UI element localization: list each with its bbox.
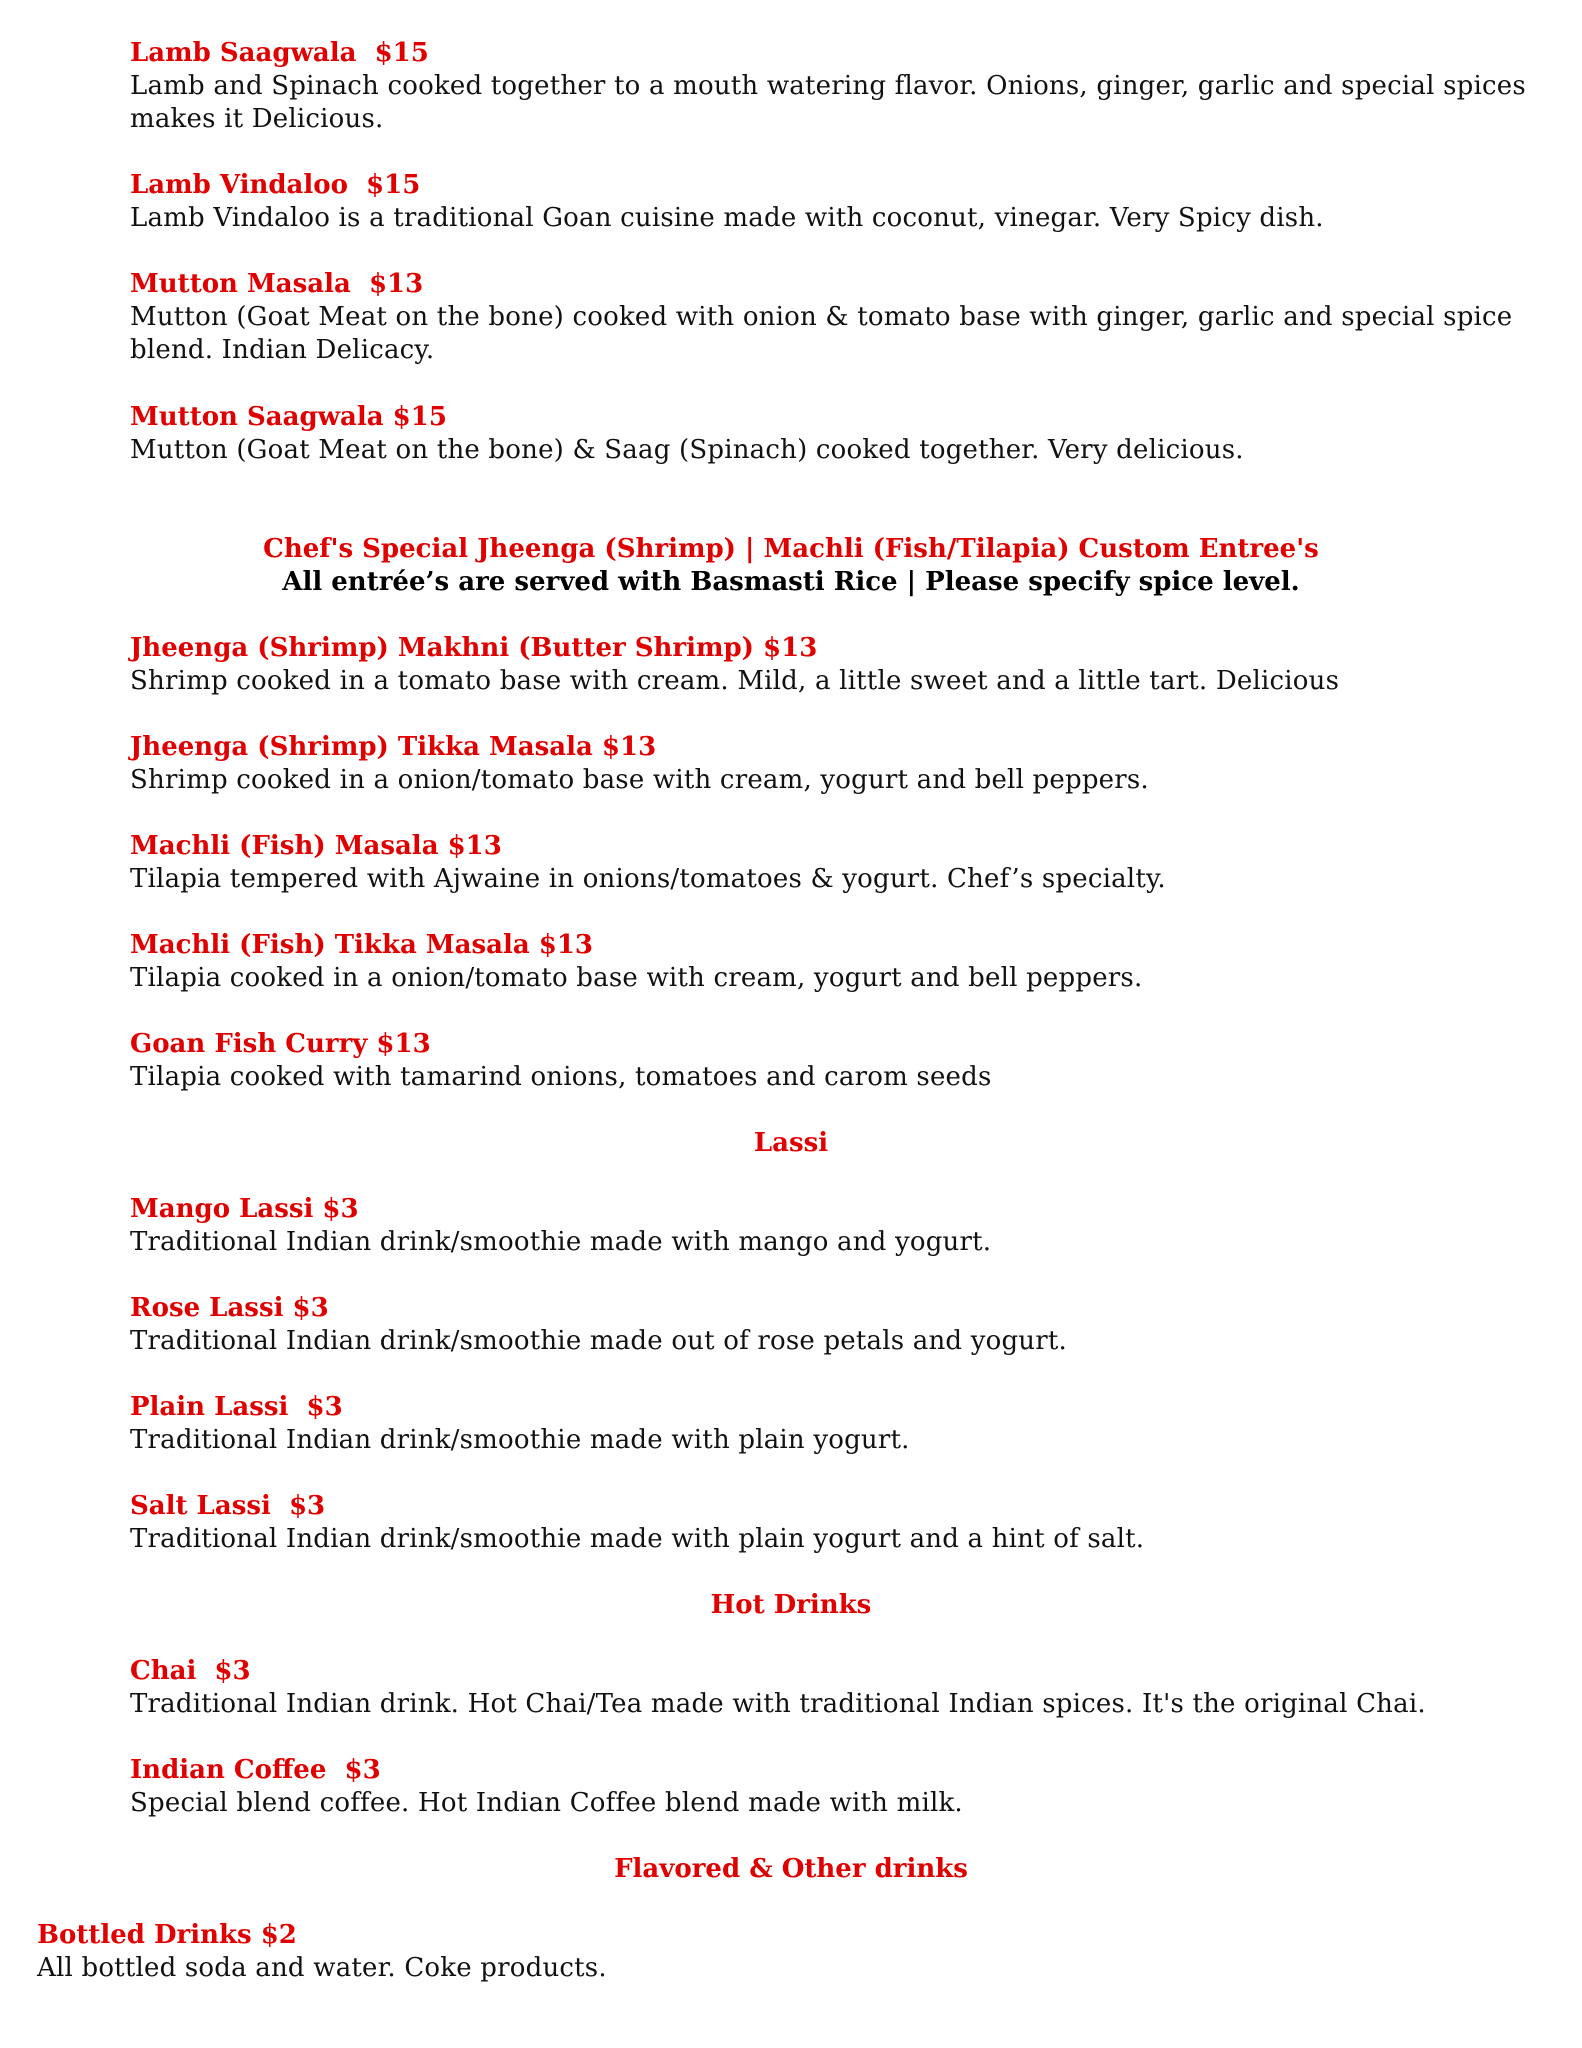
menu-item-mango-lassi — [130, 1193, 1530, 1259]
section-heading-lassi: Lassi — [753, 1128, 829, 1158]
item-name: Goan Fish Curry $13 — [130, 1029, 431, 1059]
item-name: Salt Lassi $3 — [130, 1491, 326, 1521]
menu-item-rose-lassi — [130, 1292, 1530, 1358]
item-description: Shrimp cooked in a tomato base with cream. Mild, a little sweet and a little tart. Delicious — [130, 666, 1340, 696]
menu-item-mutton-saagwala — [130, 401, 1530, 467]
menu-item-fish-masala — [130, 830, 1530, 896]
item-name: Jheenga (Shrimp) Tikka Masala $13 — [130, 732, 657, 762]
menu-item-indian-coffee — [130, 1754, 1530, 1820]
item-description: Traditional Indian drink/smoothie made with plain yogurt and a hint of salt. — [130, 1524, 1145, 1554]
menu-item-lamb-vindaloo — [130, 169, 1530, 235]
item-name: Lamb Saagwala $15 — [130, 38, 429, 68]
menu-item-fish-tikka-masala — [130, 929, 1530, 995]
section-subheading-seafood: All entrée’s are served with Basmasti Rice | Please specify spice level. — [282, 567, 1300, 597]
menu-item-mutton-masala — [130, 268, 1530, 367]
item-description: Mutton (Goat Meat on the bone) & Saag (Spinach) cooked together. Very delicious. — [130, 435, 1244, 465]
item-description: Traditional Indian drink/smoothie made with plain yogurt. — [130, 1425, 910, 1455]
item-description: Shrimp cooked in a onion/tomato base with cream, yogurt and bell peppers. — [130, 765, 1149, 795]
section-heading-seafood: Chef's Special Jheenga (Shrimp) | Machli (Fish/Tilapia) Custom Entree's — [263, 534, 1319, 564]
item-name: Plain Lassi $3 — [130, 1392, 343, 1422]
item-name: Indian Coffee $3 — [130, 1755, 381, 1785]
item-name: Mutton Saagwala $15 — [130, 402, 447, 432]
item-name: Lamb Vindaloo $15 — [130, 170, 421, 200]
item-description: Traditional Indian drink. Hot Chai/Tea made with traditional Indian spices. It's the original Chai. — [130, 1689, 1426, 1719]
menu-item-lamb-saagwala — [130, 37, 1530, 136]
section-heading-hot-drinks: Hot Drinks — [710, 1590, 872, 1620]
menu-item-bottled-drinks — [37, 1919, 1437, 1985]
item-name: Mutton Masala $13 — [130, 269, 424, 299]
item-name: Jheenga (Shrimp) Makhni (Butter Shrimp) $13 — [130, 633, 818, 663]
item-name: Mango Lassi $3 — [130, 1194, 359, 1224]
item-description: Tilapia cooked in a onion/tomato base with cream, yogurt and bell peppers. — [130, 963, 1143, 993]
item-description: Special blend coffee. Hot Indian Coffee blend made with milk. — [130, 1788, 963, 1818]
item-description: All bottled soda and water. Coke products. — [37, 1953, 607, 1983]
item-name: Rose Lassi $3 — [130, 1293, 329, 1323]
menu-item-goan-fish-curry — [130, 1028, 1530, 1094]
item-name: Chai $3 — [130, 1656, 251, 1686]
section-heading-other-drinks: Flavored & Other drinks — [614, 1854, 968, 1884]
menu-item-butter-shrimp — [130, 632, 1530, 698]
item-description: Traditional Indian drink/smoothie made with mango and yogurt. — [130, 1227, 992, 1257]
menu-item-salt-lassi — [130, 1490, 1530, 1556]
menu-item-plain-lassi — [130, 1391, 1530, 1457]
item-description: Lamb Vindaloo is a traditional Goan cuisine made with coconut, vinegar. Very Spicy dish. — [130, 203, 1324, 233]
item-description: Tilapia tempered with Ajwaine in onions/tomatoes & yogurt. Chef’s specialty. — [130, 864, 1166, 894]
item-name: Machli (Fish) Tikka Masala $13 — [130, 930, 594, 960]
item-description: Tilapia cooked with tamarind onions, tomatoes and carom seeds — [130, 1062, 992, 1092]
item-description: Traditional Indian drink/smoothie made out of rose petals and yogurt. — [130, 1326, 1067, 1356]
item-description: Lamb and Spinach cooked together to a mouth watering flavor. Onions, ginger, garlic and special spices makes it Delicious. — [130, 71, 1526, 134]
item-description: Mutton (Goat Meat on the bone) cooked with onion & tomato base with ginger, garlic and special spice blend. Indian Delicacy. — [130, 302, 1513, 365]
menu-item-chai — [130, 1655, 1530, 1721]
menu-item-shrimp-tikka-masala — [130, 731, 1530, 797]
item-name: Bottled Drinks $2 — [37, 1920, 297, 1950]
item-name: Machli (Fish) Masala $13 — [130, 831, 502, 861]
